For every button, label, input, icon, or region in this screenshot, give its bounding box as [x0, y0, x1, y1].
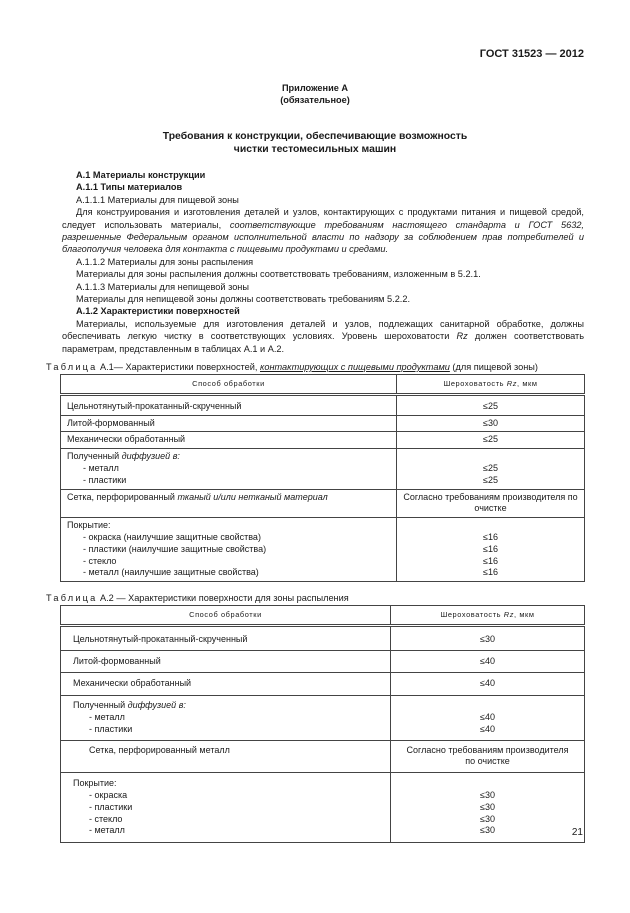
table-row: [61, 449, 585, 489]
section-title-line2: чистки тестомесильных машин: [233, 144, 397, 155]
para-surface-rz: Rz: [456, 331, 468, 342]
para-food-materials-text: Для конструирования и изготовления деталей и узлов, контактирующих с продуктами питания и пищевой средой, следует использовать материалы,: [62, 207, 584, 230]
para-surface-text: Материалы, используемые для изготовления деталей и узлов, подлежащих санитарной обработке, должны обеспечивать легкую чистку в соответствующих условиях. Уровень шероховатости: [62, 318, 584, 342]
method-cell: Механически обработанный: [61, 432, 397, 449]
heading-a1: А.1 Материалы конструкции: [76, 170, 206, 180]
table1-caption-italic: контактирующих с пищевыми продуктами: [260, 362, 450, 372]
method-cell: Литой-формованный: [61, 415, 397, 432]
header-cell-method: Способ обработки: [61, 606, 391, 626]
table-header-row: [61, 606, 585, 626]
method-cell: Сетка, перфорированный металл: [61, 740, 391, 773]
para-surface: [62, 318, 584, 355]
table-row: [61, 673, 585, 696]
para-spray-materials: Материалы для зоны распыления должны соответствовать требованиям, изложенным в 5.2.1.: [76, 269, 481, 280]
para-food-materials: [62, 206, 584, 256]
table-row: [61, 773, 585, 843]
table2-caption: [46, 592, 586, 604]
table-header-row: [61, 375, 585, 395]
header-cell-method: Способ обработки: [61, 375, 397, 395]
value-cell: ≤40 ≤40: [391, 696, 585, 740]
method-cell: Полученный диффузией в: - металл - пластики: [61, 449, 397, 489]
table-row: [61, 740, 585, 773]
page-number: 21: [571, 827, 583, 838]
value-cell: ≤30: [397, 415, 585, 432]
table2-caption-prefix: Таблица: [46, 593, 98, 603]
value-cell: ≤25: [397, 394, 585, 415]
appendix-status: (обязательное): [280, 95, 350, 105]
value-cell: ≤40: [391, 673, 585, 696]
heading-a11: А.1.1 Типы материалов: [76, 182, 183, 193]
table1-caption: [46, 361, 586, 373]
method-cell: Покрытие: - окраска (наилучшие защитные свойства) - пластики (наилучшие защитные свойства) - стекло - металл (наилучшие защитные свойства): [61, 518, 397, 582]
value-cell: ≤16 ≤16 ≤16 ≤16: [397, 518, 585, 582]
para-a112: А.1.1.2 Материалы для зоны распыления: [76, 256, 254, 267]
body-text: [62, 169, 584, 355]
para-a111: А.1.1.1 Материалы для пищевой зоны: [76, 194, 239, 205]
table-row: [61, 394, 585, 415]
para-nonfood-materials: Материалы для непищевой зоны должны соответствовать требованиям 5.2.2.: [76, 294, 411, 305]
method-cell: Цельнотянутый-прокатанный-скрученный: [61, 625, 391, 650]
table1-caption-end: (для пищевой зоны): [449, 362, 538, 372]
table2-caption-rest: А.2 — Характеристики поверхности для зоны распыления: [97, 593, 349, 603]
method-cell: Сетка, перфорированный тканый и/или нетканый материал: [61, 489, 397, 518]
para-a113: А.1.1.3 Материалы для непищевой зоны: [76, 281, 249, 292]
table-row: [61, 432, 585, 449]
method-cell: Покрытие: - окраска - пластики - стекло - металл: [61, 773, 391, 843]
standard-header: ГОСТ 31523 — 2012: [479, 48, 584, 60]
table1-caption-id: А.1— Характеристики поверхностей,: [97, 362, 260, 372]
method-cell: Механически обработанный: [61, 673, 391, 696]
table-row: [61, 650, 585, 673]
value-cell: ≤25: [397, 432, 585, 449]
method-cell: Полученный диффузией в: - металл - пластики: [61, 696, 391, 740]
value-cell: Согласно требованиям производителя по очистке: [391, 740, 585, 773]
header-cell-roughness: Шероховатость Rz, мкм: [397, 375, 585, 395]
section-title-line1: Требования к конструкции, обеспечивающие возможность: [162, 131, 468, 142]
value-cell: ≤40: [391, 650, 585, 673]
para-surface-end: должен соответствовать параметрам, представленным в таблицах А.1 и А.2.: [62, 331, 585, 354]
value-cell: ≤30 ≤30 ≤30 ≤30: [391, 773, 585, 843]
section-title: [0, 130, 630, 156]
appendix-title: Приложение А: [281, 83, 349, 93]
value-cell: Согласно требованиям производителя по очистке: [397, 489, 585, 518]
table-a2: [60, 605, 585, 843]
table-row: [61, 415, 585, 432]
method-cell: Литой-формованный: [61, 650, 391, 673]
table-row: [61, 625, 585, 650]
para-food-materials-italic: соответствующие требованиям настоящего стандарта и ГОСТ 5632, разрешенные Федеральным органом исполнительной власти по надзору за соблюдением прав потребителей и благополучия человека для контакта с пищевыми продуктами и средами.: [62, 219, 584, 255]
method-cell: Цельнотянутый-прокатанный-скрученный: [61, 394, 397, 415]
header-cell-roughness: Шероховатость Rz, мкм: [391, 606, 585, 626]
table1-caption-prefix: Таблица: [46, 362, 98, 372]
heading-a12: А.1.2 Характеристики поверхностей: [76, 306, 240, 317]
table-row: [61, 489, 585, 518]
value-cell: ≤25 ≤25: [397, 449, 585, 489]
table-row: [61, 696, 585, 740]
value-cell: ≤30: [391, 625, 585, 650]
table-row: [61, 518, 585, 582]
table-a1: [60, 374, 585, 582]
